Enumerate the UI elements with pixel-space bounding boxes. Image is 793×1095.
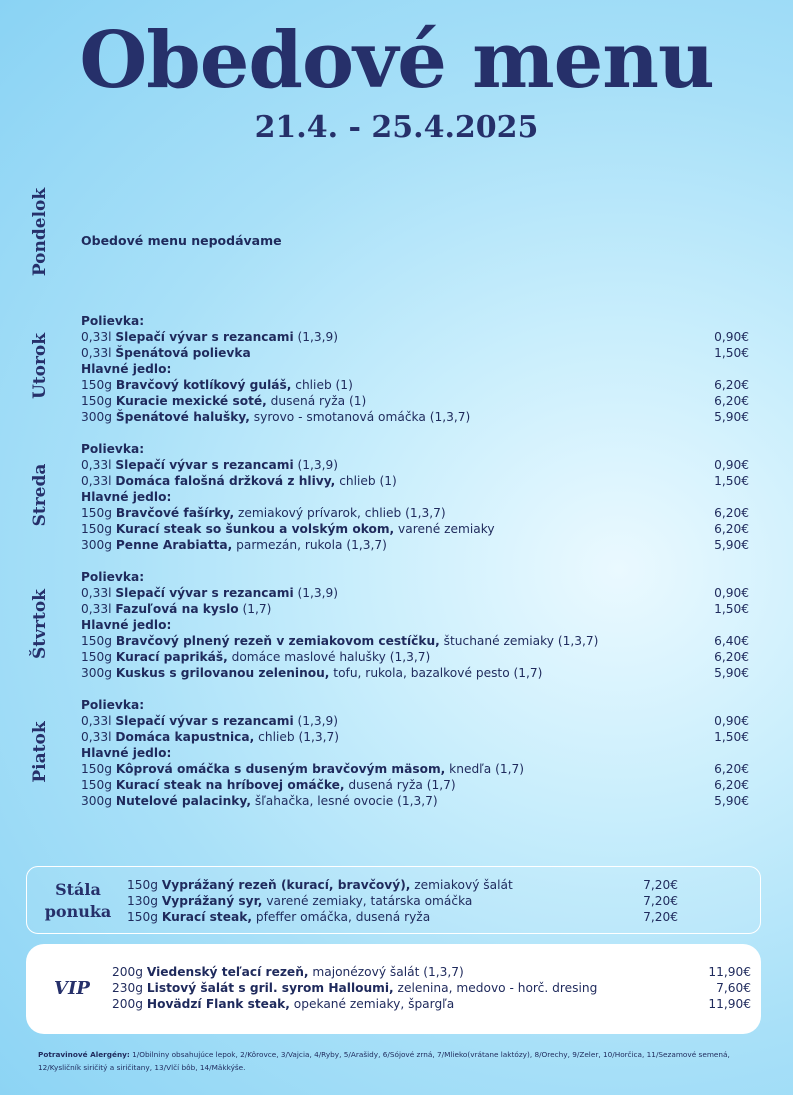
item-quantity: 150g: [81, 762, 112, 776]
menu-item: [81, 377, 749, 393]
item-details: chlieb (1): [291, 378, 353, 392]
item-name: Slepačí vývar s rezancami: [115, 330, 294, 344]
item-details: (1,7): [238, 602, 272, 616]
item-details: varené zemiaky, tatárska omáčka: [262, 894, 473, 908]
day-block-streda: [81, 441, 749, 553]
item-details: varené zemiaky: [394, 522, 495, 536]
menu-item: [81, 393, 749, 409]
item-name: Špenátové halušky,: [115, 410, 250, 424]
menu-item: [81, 713, 749, 729]
item-details: pfeffer omáčka, dusená ryža: [251, 910, 431, 924]
item-quantity: 0,33l: [81, 346, 112, 360]
soup-heading: Polievka:: [81, 442, 145, 456]
item-quantity: 130g: [127, 894, 158, 908]
item-price: 11,90€: [708, 965, 751, 979]
menu-item: [81, 505, 749, 521]
item-details: zelenina, medovo - horč. dresing: [393, 981, 598, 995]
item-name: Domáca kapustnica,: [115, 730, 255, 744]
item-name: Kurací paprikáš,: [115, 650, 228, 664]
allergens-text: 1/Obilniny obsahujúce lepok, 2/Kôrovce, 3/Vajcia, 4/Ryby, 5/Arašidy, 6/Sójové zrná, 7/Mlieko(vrátane laktózy), 8/Orechy, 9/Zeler, 10/Horčica, 11/Sezamové semená, 12/Kysličník siričitý a siričitany, 13/Vlčí bôb, 14/Mäkkýše.: [38, 1050, 730, 1072]
item-price: 6,20€: [714, 394, 749, 408]
item-price: 6,20€: [714, 506, 749, 520]
item-price: 7,20€: [643, 894, 678, 908]
item-quantity: 200g: [112, 965, 143, 979]
item-price: 6,20€: [714, 378, 749, 392]
item-quantity: 150g: [81, 506, 112, 520]
item-quantity: 0,33l: [81, 458, 112, 472]
item-details: (1,3,9): [293, 330, 339, 344]
menu-item: [81, 793, 749, 809]
item-details: syrovo - smotanová omáčka (1,3,7): [249, 410, 471, 424]
menu-item: [81, 457, 749, 473]
menu-item: [112, 996, 751, 1012]
main-heading: Hlavné jedlo:: [81, 746, 172, 760]
item-quantity: 300g: [81, 666, 112, 680]
vip-box: [26, 944, 761, 1034]
menu-item: [81, 409, 749, 425]
stala-ponuka-box: [26, 866, 761, 934]
vip-list: [112, 964, 751, 1012]
item-quantity: 150g: [81, 378, 112, 392]
item-name: Bravčový kotlíkový guláš,: [115, 378, 292, 392]
item-price: 0,90€: [714, 586, 749, 600]
item-details: (1,3,9): [293, 586, 339, 600]
item-details: chlieb (1): [335, 474, 397, 488]
soup-heading: Polievka:: [81, 570, 145, 584]
item-quantity: 0,33l: [81, 602, 112, 616]
item-quantity: 200g: [112, 997, 143, 1011]
menu-item: [112, 964, 751, 980]
item-quantity: 150g: [81, 778, 112, 792]
item-price: 6,20€: [714, 778, 749, 792]
item-price: 6,20€: [714, 762, 749, 776]
item-details: (1,3,9): [293, 714, 339, 728]
day-block-piatok: [81, 697, 749, 809]
item-name: Kôprová omáčka s duseným bravčovým mäsom,: [115, 762, 446, 776]
allergens-footer: [38, 1048, 758, 1074]
item-name: Slepačí vývar s rezancami: [115, 714, 294, 728]
menu-item: [127, 909, 678, 925]
item-price: 7,20€: [643, 910, 678, 924]
menu-item: [81, 665, 749, 681]
item-name: Nutelové palacinky,: [115, 794, 252, 808]
menu-item: [81, 729, 749, 745]
item-price: 5,90€: [714, 410, 749, 424]
item-quantity: 150g: [81, 394, 112, 408]
item-price: 11,90€: [708, 997, 751, 1011]
menu-item: [81, 521, 749, 537]
item-details: chlieb (1,3,7): [254, 730, 339, 744]
date-range: 21.4. - 25.4.2025: [254, 110, 539, 145]
menu-item: [81, 761, 749, 777]
item-name: Fazuľová na kyslo: [115, 602, 239, 616]
menu-item: [81, 649, 749, 665]
item-name: Vyprážaný syr,: [161, 894, 263, 908]
item-details: opekané zemiaky, špargľa: [289, 997, 455, 1011]
menu-item: [81, 473, 749, 489]
day-block-utorok: [81, 313, 749, 425]
item-details: dusená ryža (1,7): [344, 778, 456, 792]
item-quantity: 150g: [81, 650, 112, 664]
item-details: štuchané zemiaky (1,3,7): [439, 634, 599, 648]
item-price: 1,50€: [714, 602, 749, 616]
allergens-label: Potravinové Alergény:: [38, 1050, 130, 1059]
menu-item: [81, 601, 749, 617]
menu-item: [81, 633, 749, 649]
item-name: Bravčové fašírky,: [115, 506, 235, 520]
item-name: Kurací steak na hríbovej omáčke,: [115, 778, 345, 792]
item-details: (1,3,9): [293, 458, 339, 472]
day-block-stvrtok: [81, 569, 749, 681]
item-details: majonézový šalát (1,3,7): [308, 965, 464, 979]
item-price: 0,90€: [714, 714, 749, 728]
item-name: Domáca falošná držková z hlivy,: [115, 474, 336, 488]
item-price: 0,90€: [714, 330, 749, 344]
item-quantity: 230g: [112, 981, 143, 995]
pondelok-notice: Obedové menu nepodávame: [81, 233, 282, 248]
item-quantity: 150g: [81, 634, 112, 648]
item-price: 1,50€: [714, 730, 749, 744]
item-details: knedľa (1,7): [445, 762, 524, 776]
item-name: Slepačí vývar s rezancami: [115, 586, 294, 600]
item-price: 1,50€: [714, 474, 749, 488]
item-name: Kuskus s grilovanou zeleninou,: [115, 666, 330, 680]
soup-heading: Polievka:: [81, 698, 145, 712]
menu-item: [81, 329, 749, 345]
item-name: Listový šalát s gril. syrom Halloumi,: [146, 981, 394, 995]
main-heading: Hlavné jedlo:: [81, 362, 172, 376]
item-quantity: 150g: [81, 522, 112, 536]
item-details: parmezán, rukola (1,3,7): [232, 538, 387, 552]
item-details: zemiakový šalát: [410, 878, 513, 892]
item-price: 6,40€: [714, 634, 749, 648]
item-price: 5,90€: [714, 538, 749, 552]
stala-ponuka-list: [127, 877, 678, 925]
menu-item: [127, 893, 678, 909]
item-name: Špenátová polievka: [115, 346, 251, 360]
item-price: 6,20€: [714, 650, 749, 664]
item-details: tofu, rukola, bazalkové pesto (1,7): [329, 666, 543, 680]
item-price: 0,90€: [714, 458, 749, 472]
item-price: 5,90€: [714, 794, 749, 808]
item-quantity: 0,33l: [81, 330, 112, 344]
item-price: 6,20€: [714, 522, 749, 536]
item-name: Penne Arabiatta,: [115, 538, 233, 552]
item-quantity: 0,33l: [81, 474, 112, 488]
menu-item: [81, 537, 749, 553]
menu-item: [81, 777, 749, 793]
item-details: domáce maslové halušky (1,3,7): [227, 650, 431, 664]
page-title: Obedové menu: [79, 15, 714, 106]
item-price: 7,60€: [716, 981, 751, 995]
menu-item: [81, 585, 749, 601]
menu-item: [127, 877, 678, 893]
item-quantity: 0,33l: [81, 586, 112, 600]
item-details: šľahačka, lesné ovocie (1,3,7): [251, 794, 438, 808]
item-details: dusená ryža (1): [266, 394, 367, 408]
stala-ponuka-label: Stála ponuka: [44, 880, 112, 921]
item-name: Bravčový plnený rezeň v zemiakovom cestíčku,: [115, 634, 440, 648]
menu-item: [81, 345, 749, 361]
vip-label: VIP: [54, 978, 90, 999]
item-price: 1,50€: [714, 346, 749, 360]
item-quantity: 0,33l: [81, 714, 112, 728]
item-price: 5,90€: [714, 666, 749, 680]
item-quantity: 150g: [127, 910, 158, 924]
item-quantity: 150g: [127, 878, 158, 892]
item-quantity: 300g: [81, 538, 112, 552]
item-name: Viedenský teľací rezeň,: [146, 965, 309, 979]
item-name: Kuracie mexické soté,: [115, 394, 267, 408]
item-name: Vyprážaný rezeň (kurací, bravčový),: [161, 878, 411, 892]
item-name: Slepačí vývar s rezancami: [115, 458, 294, 472]
item-quantity: 0,33l: [81, 730, 112, 744]
item-price: 7,20€: [643, 878, 678, 892]
main-heading: Hlavné jedlo:: [81, 490, 172, 504]
item-name: Kurací steak,: [161, 910, 252, 924]
item-quantity: 300g: [81, 410, 112, 424]
item-name: Hovädzí Flank steak,: [146, 997, 290, 1011]
soup-heading: Polievka:: [81, 314, 145, 328]
main-heading: Hlavné jedlo:: [81, 618, 172, 632]
menu-item: [112, 980, 751, 996]
item-details: zemiakový prívarok, chlieb (1,3,7): [234, 506, 446, 520]
item-name: Kurací steak so šunkou a volským okom,: [115, 522, 395, 536]
item-quantity: 300g: [81, 794, 112, 808]
